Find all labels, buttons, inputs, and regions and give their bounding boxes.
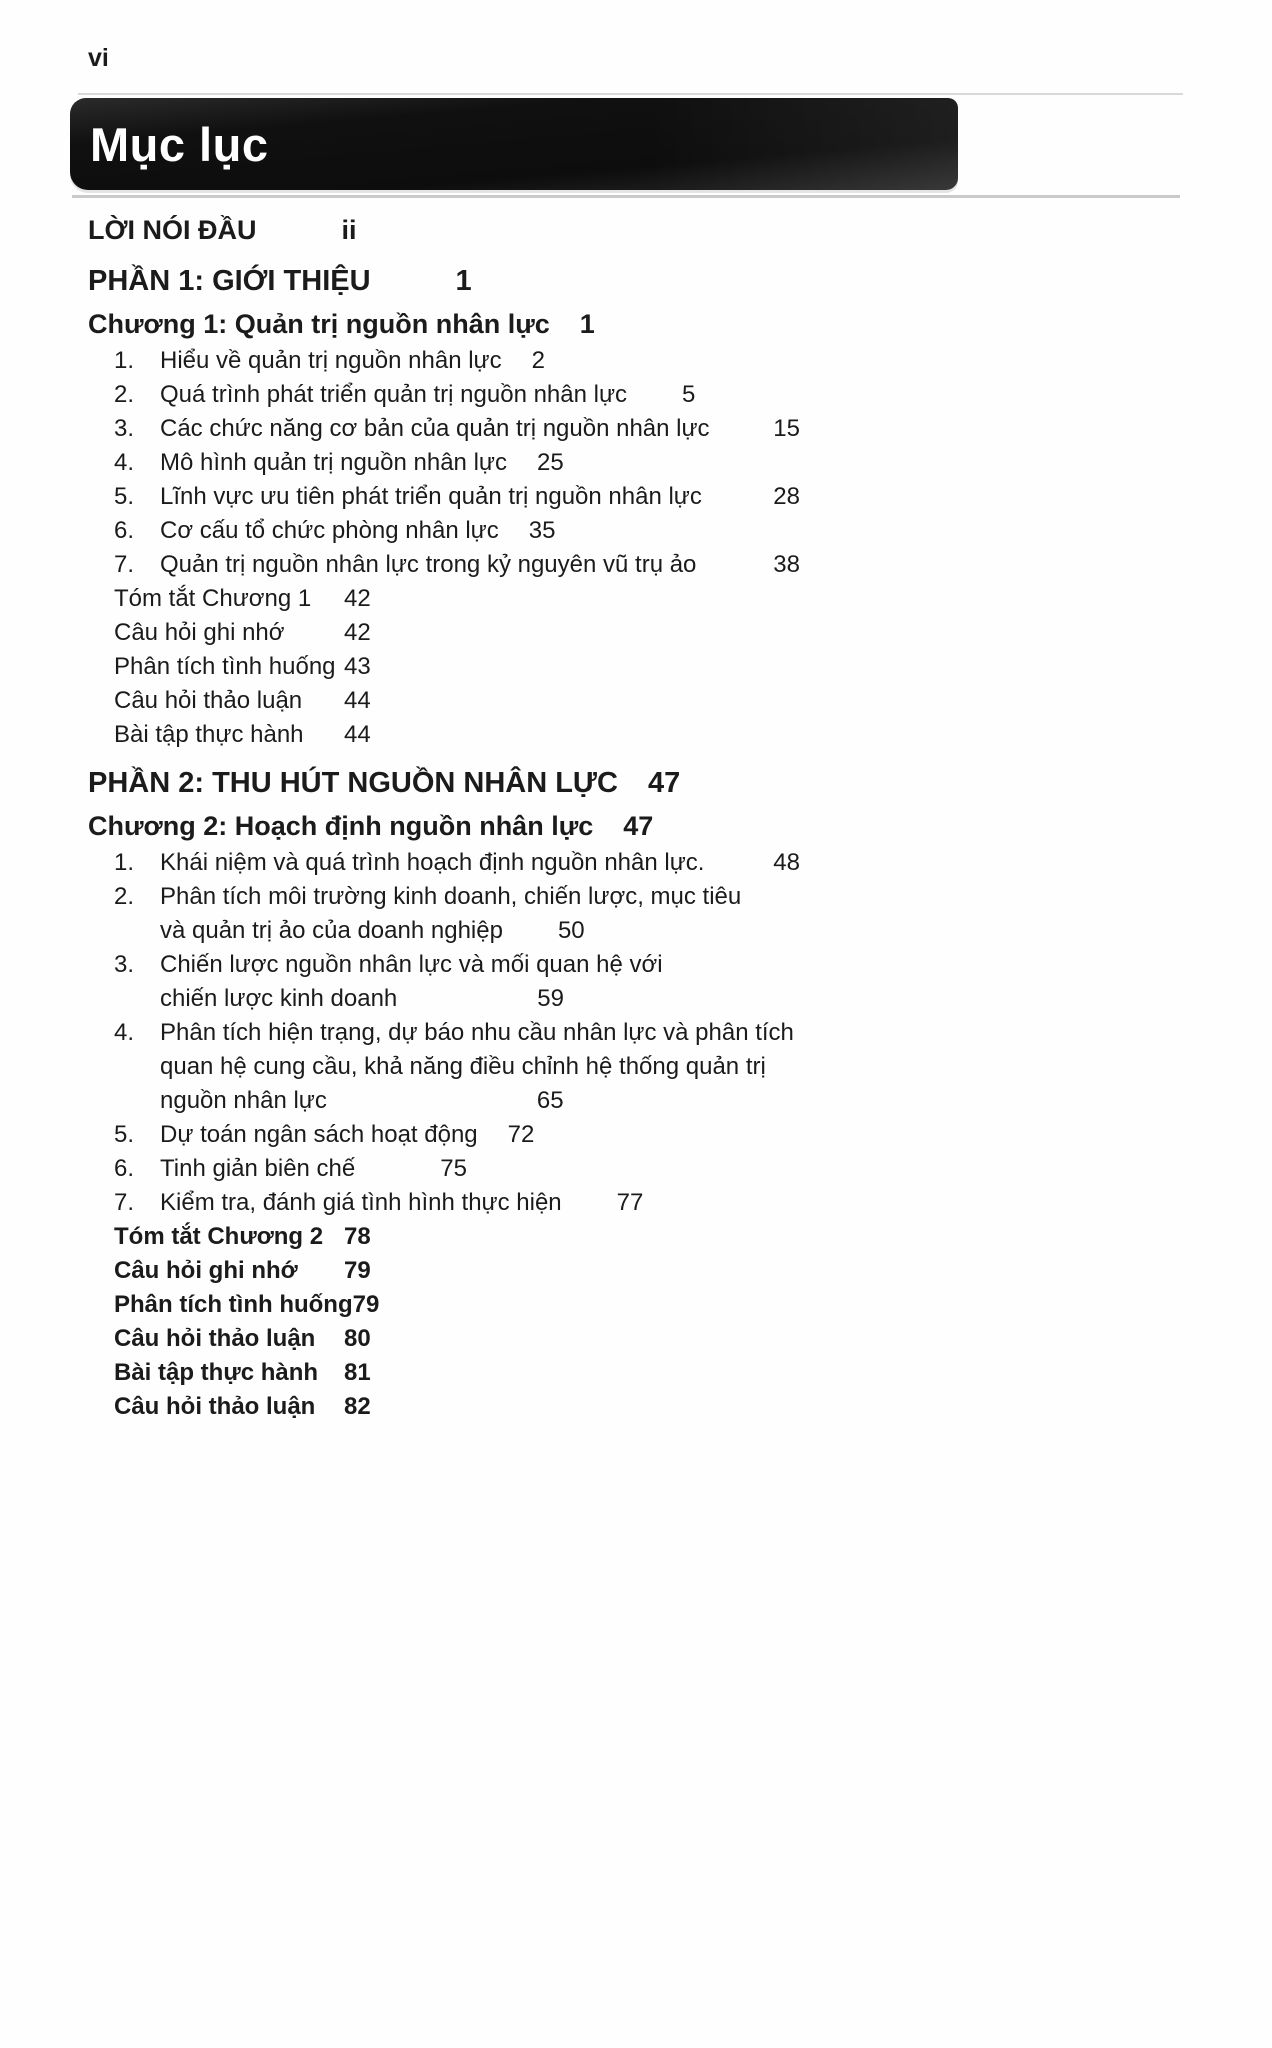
toc-entry: [88, 514, 800, 548]
toc-heading: [88, 762, 800, 804]
entry-text: Quá trình phát triển quản trị nguồn nhân lực: [160, 381, 628, 408]
entry-text: Bài tập thực hành: [114, 1359, 319, 1386]
entry-text: Phân tích môi trường kinh doanh, chiến lược, mục tiêu: [160, 883, 742, 910]
entry-body: [88, 806, 800, 846]
entry-line: [160, 880, 800, 914]
toc-entry: [88, 378, 800, 412]
entry-page-number: 72: [507, 1121, 535, 1148]
toc-heading: [88, 210, 800, 250]
entry-line: [160, 982, 800, 1016]
entry-page-number: 78: [344, 1223, 371, 1250]
entry-page-number: 82: [344, 1393, 371, 1420]
entry-text: Mô hình quản trị nguồn nhân lực: [160, 449, 507, 476]
entry-body: [114, 1220, 800, 1254]
entry-line: [160, 1050, 800, 1084]
entry-line: [114, 1356, 800, 1390]
entry-number: 5.: [114, 1121, 135, 1148]
entry-page-number: 2: [531, 347, 545, 374]
entry-line: [114, 684, 800, 718]
entry-line: [88, 260, 800, 302]
entry-text: Hiểu về quản trị nguồn nhân lực: [160, 347, 502, 374]
entry-line: [88, 806, 800, 846]
entry-line: [114, 718, 800, 752]
entry-body: [114, 1254, 800, 1288]
entry-number: 3.: [114, 951, 135, 978]
entry-text: Tóm tắt Chương 2: [114, 1223, 324, 1250]
entry-line: [160, 548, 800, 582]
entry-line: [160, 514, 800, 548]
entry-page-number: 44: [344, 721, 371, 748]
toc-entry: [88, 1390, 800, 1424]
entry-page-number: 50: [557, 917, 585, 944]
entry-body: [160, 948, 800, 1016]
toc-heading: [88, 806, 800, 846]
toc-header: [70, 98, 958, 190]
entry-text: Phân tích tình huống: [114, 1291, 353, 1318]
entry-text: Dự toán ngân sách hoạt động: [160, 1121, 478, 1148]
entry-body: [114, 1322, 800, 1356]
entry-text: Câu hỏi thảo luận: [114, 1393, 316, 1420]
entry-line: [88, 762, 800, 804]
entry-number: 2.: [114, 381, 135, 408]
entry-body: [88, 260, 800, 302]
entry-text: Câu hỏi ghi nhớ: [114, 1257, 298, 1284]
toc-entry: [88, 582, 800, 616]
entry-body: [160, 1016, 800, 1118]
entry-text: Phân tích tình huống: [114, 653, 336, 680]
entry-number: 6.: [114, 1155, 135, 1182]
entry-line: [114, 616, 800, 650]
entry-page-number: 75: [440, 1155, 467, 1182]
entry-text: Kiểm tra, đánh giá tình hình thực hiện: [160, 1189, 562, 1216]
toc-entry: [88, 718, 800, 752]
entry-line: [160, 378, 800, 412]
entry-body: [160, 378, 800, 412]
table-of-contents: [88, 196, 800, 1424]
entry-line: [114, 1390, 800, 1424]
entry-text: Tinh giản biên chế: [160, 1155, 356, 1182]
entry-number: 1.: [114, 849, 135, 876]
toc-entry: [88, 1016, 800, 1118]
entry-page-number: 77: [616, 1189, 644, 1216]
page-title: Mục lục: [90, 117, 269, 171]
toc-entry: [88, 446, 800, 480]
entry-body: [114, 582, 800, 616]
entry-page-number: 47: [647, 767, 681, 799]
entry-text: quan hệ cung cầu, khả năng điều chỉnh hệ thống quản trị: [160, 1053, 766, 1080]
entry-text: Cơ cấu tổ chức phòng nhân lực: [160, 517, 499, 544]
entry-number: 7.: [114, 551, 135, 578]
entry-page-number: 47: [623, 811, 654, 841]
entry-body: [114, 718, 800, 752]
entry-body: [160, 514, 800, 548]
toc-entry: [88, 412, 800, 446]
toc-entry: [88, 616, 800, 650]
toc-entry: [88, 650, 800, 684]
entry-line: [114, 1322, 800, 1356]
entry-body: [160, 880, 800, 948]
entry-line: [160, 914, 800, 948]
entry-number: 4.: [114, 1019, 135, 1046]
entry-text: Câu hỏi thảo luận: [114, 687, 303, 714]
entry-page-number: 48: [773, 849, 800, 876]
entry-line: [114, 582, 800, 616]
entry-line: [88, 210, 800, 250]
entry-line: [160, 412, 800, 446]
entry-text: Các chức năng cơ bản của quản trị nguồn nhân lực: [160, 415, 710, 442]
entry-text: chiến lược kinh doanh: [160, 985, 398, 1012]
entry-page-number: 42: [344, 619, 371, 646]
entry-number: 3.: [114, 415, 135, 442]
toc-heading: [88, 260, 800, 302]
entry-body: [114, 1356, 800, 1390]
entry-number: 4.: [114, 449, 135, 476]
toc-heading: [88, 304, 800, 344]
entry-text: LỜI NÓI ĐẦU: [88, 215, 257, 245]
toc-entry: [88, 1220, 800, 1254]
entry-text: PHẦN 2: THU HÚT NGUỒN NHÂN LỰC: [88, 767, 618, 799]
entry-body: [88, 304, 800, 344]
entry-page-number: 1: [455, 265, 472, 297]
entry-number: 5.: [114, 483, 135, 510]
toc-entry: [88, 548, 800, 582]
entry-page-number: 15: [773, 415, 800, 442]
entry-number: 7.: [114, 1189, 135, 1216]
entry-body: [160, 548, 800, 582]
entry-number: 2.: [114, 883, 135, 910]
entry-body: [160, 1152, 800, 1186]
entry-line: [160, 1016, 800, 1050]
toc-entry: [88, 1288, 800, 1322]
page-number: vi: [88, 44, 109, 72]
entry-page-number: 43: [344, 653, 371, 680]
entry-page-number: ii: [341, 215, 357, 245]
entry-text: và quản trị ảo của doanh nghiệp: [160, 917, 503, 944]
entry-page-number: 38: [773, 551, 800, 578]
entry-text: Tóm tắt Chương 1: [114, 585, 312, 612]
entry-body: [160, 1118, 800, 1152]
entry-body: [88, 762, 800, 804]
entry-text: Lĩnh vực ưu tiên phát triển quản trị nguồn nhân lực: [160, 483, 702, 510]
entry-line: [160, 948, 800, 982]
entry-line: [160, 344, 800, 378]
entry-body: [160, 412, 800, 446]
toc-entry: [88, 1186, 800, 1220]
entry-line: [160, 846, 800, 880]
entry-page-number: 79: [352, 1291, 380, 1318]
entry-page-number: 65: [536, 1087, 564, 1114]
toc-entry: [88, 344, 800, 378]
entry-text: nguồn nhân lực: [160, 1087, 327, 1114]
entry-line: [160, 1118, 800, 1152]
toc-header-bar: [70, 98, 958, 190]
entry-number: 1.: [114, 347, 135, 374]
entry-page-number: 25: [536, 449, 564, 476]
entry-line: [160, 1084, 800, 1118]
entry-text: PHẦN 1: GIỚI THIỆU: [88, 265, 371, 297]
entry-page-number: 59: [537, 985, 564, 1012]
entry-number: 6.: [114, 517, 135, 544]
toc-entry: [88, 880, 800, 948]
toc-entry: [88, 684, 800, 718]
entry-line: [114, 1220, 800, 1254]
entry-page-number: 5: [682, 381, 696, 408]
entry-text: Chương 1: Quản trị nguồn nhân lực: [88, 309, 550, 339]
toc-entry: [88, 846, 800, 880]
entry-line: [114, 1288, 800, 1322]
toc-entry: [88, 948, 800, 1016]
entry-page-number: 42: [344, 585, 371, 612]
entry-page-number: 35: [528, 517, 556, 544]
entry-page-number: 79: [344, 1257, 371, 1284]
entry-page-number: 80: [344, 1325, 371, 1352]
toc-entry: [88, 1118, 800, 1152]
entry-text: Chương 2: Hoạch định nguồn nhân lực: [88, 811, 594, 841]
entry-body: [114, 616, 800, 650]
entry-text: Câu hỏi ghi nhớ: [114, 619, 285, 646]
entry-body: [88, 210, 800, 250]
toc-entry: [88, 1356, 800, 1390]
entry-body: [160, 446, 800, 480]
toc-entry: [88, 480, 800, 514]
entry-line: [160, 1186, 800, 1220]
entry-page-number: 28: [773, 483, 800, 510]
entry-body: [160, 344, 800, 378]
entry-line: [160, 1152, 800, 1186]
entry-page-number: 1: [579, 309, 595, 339]
entry-body: [114, 1390, 800, 1424]
entry-body: [160, 1186, 800, 1220]
entry-line: [160, 480, 800, 514]
entry-text: Khái niệm và quá trình hoạch định nguồn nhân lực.: [160, 849, 705, 876]
entry-line: [88, 304, 800, 344]
entry-text: Phân tích hiện trạng, dự báo nhu cầu nhân lực và phân tích: [160, 1019, 794, 1046]
entry-line: [114, 650, 800, 684]
entry-line: [160, 446, 800, 480]
entry-page-number: 44: [344, 687, 371, 714]
entry-body: [160, 846, 800, 880]
entry-text: Quản trị nguồn nhân lực trong kỷ nguyên vũ trụ ảo: [160, 551, 697, 578]
entry-page-number: 81: [344, 1359, 371, 1386]
toc-entry: [88, 1254, 800, 1288]
entry-body: [160, 480, 800, 514]
toc-entry: [88, 1322, 800, 1356]
entry-text: Bài tập thực hành: [114, 721, 304, 748]
entry-line: [114, 1254, 800, 1288]
entry-body: [114, 650, 800, 684]
entry-body: [114, 684, 800, 718]
toc-entry: [88, 1152, 800, 1186]
entry-text: Chiến lược nguồn nhân lực và mối quan hệ với: [160, 951, 663, 978]
entry-body: [114, 1288, 800, 1322]
entry-text: Câu hỏi thảo luận: [114, 1325, 316, 1352]
